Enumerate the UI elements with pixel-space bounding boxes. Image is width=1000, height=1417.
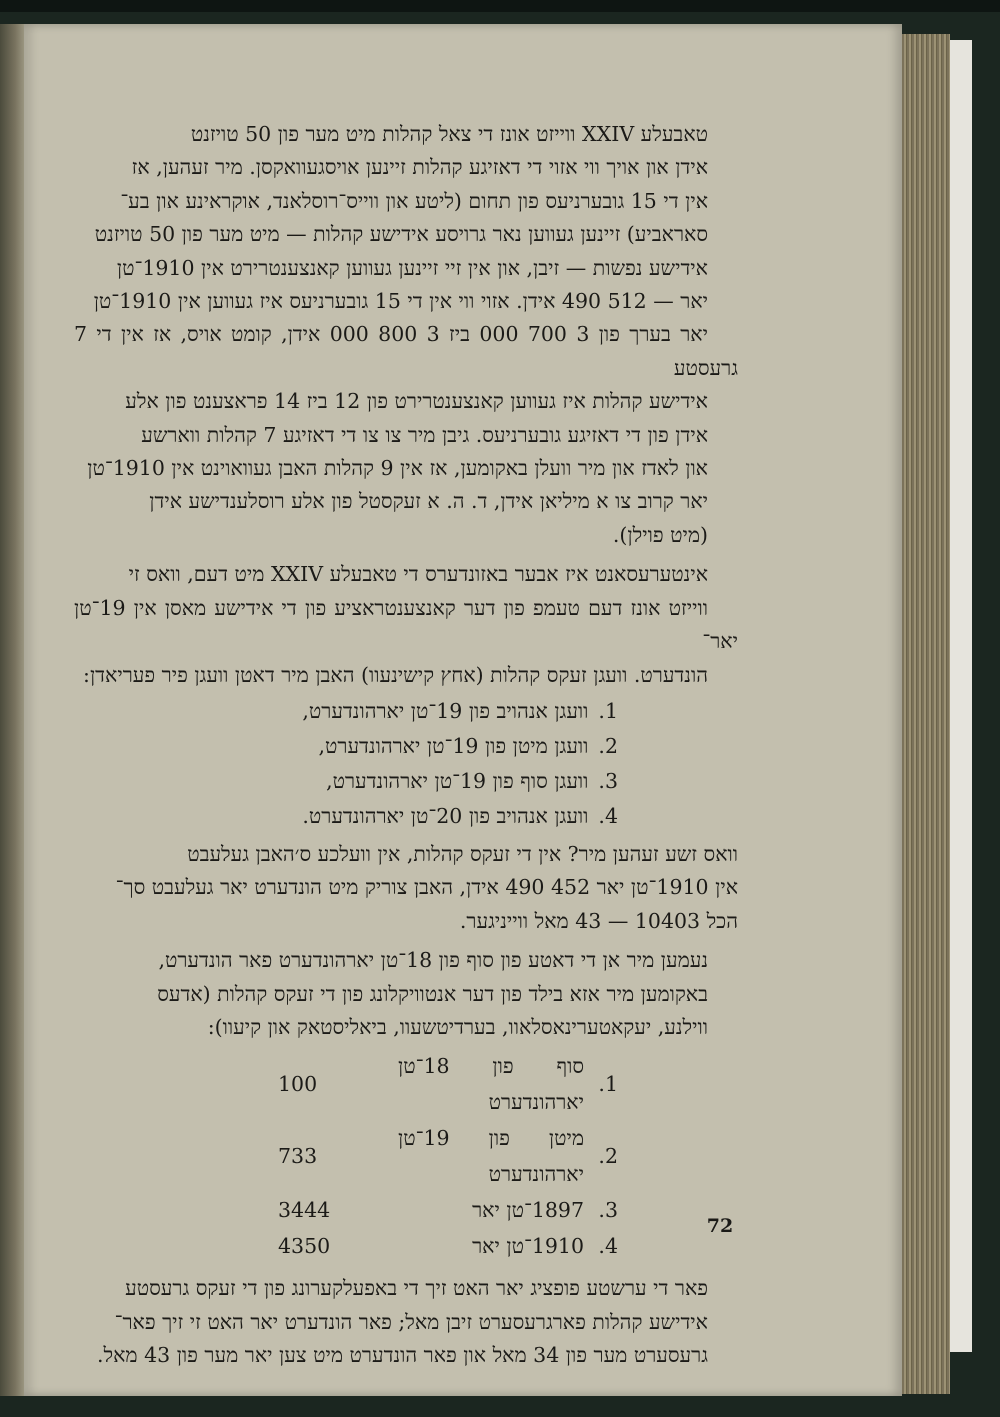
list-item [74, 694, 618, 729]
list-item-number: 4. [598, 803, 618, 828]
list-item-value: 100 [278, 1072, 318, 1097]
right-page-edges [902, 34, 950, 1394]
text-line: נעמען מיר אן די דאטע פון סוף פון 18־טן יארהונדערט פאר הונדערט, [158, 948, 708, 973]
paragraph-3 [74, 838, 738, 938]
list-item [74, 1048, 618, 1120]
paragraph-2 [74, 558, 738, 692]
text-line: ווייזט אונז דעם טעמפ פון דער קאנצענטראציע פון די אידישע מאסן אין 19־טן יאר־ [74, 595, 738, 654]
list-item-number: 2. [598, 1144, 618, 1169]
list-item-label: מיטן פון 19־טן יארהונדערט [398, 1126, 584, 1187]
text-line: אין די 15 גובערניעס פון תחום (ליטע און ווייס־רוסלאנד, אוקראינע און בע־ [120, 188, 708, 213]
left-page-edge [0, 24, 26, 1396]
list-item-number: 1. [598, 1072, 618, 1097]
list-item-text: וועגן סוף פון 19־טן יארהונדערט, [326, 768, 589, 793]
paragraph-5 [74, 1272, 738, 1372]
list-item-value: 3444 [278, 1198, 331, 1223]
page-number: 72 [706, 1215, 734, 1237]
text-line: און לאדז און מיר וועלן באקומען, אז אין 9 קהלות האבן געוואוינט אין 1910־טן [87, 456, 708, 481]
list-item [74, 729, 618, 764]
list-item [74, 1120, 618, 1192]
list-item-label: 1910־טן יאר [472, 1234, 584, 1259]
text-line: יאר בערך פון 3 700 000 ביז 3 800 000 אידן, קומט אויס, אז אין די 7 גרעסטע [74, 322, 738, 380]
text-line: אינטערעסאנט איז אבער באזונדערס די טאבעלע XXIV מיט דעם, וואס זי [128, 562, 708, 587]
list-item-number: 3. [598, 1198, 618, 1223]
page-text [74, 118, 738, 1373]
text-line: יאר — 512 490 אידן. אזוי ווי אין די 15 גובערניעס איז געווען אין 1910־טן [93, 289, 708, 314]
text-line: אידישע נפשות — זיבן, און אין זיי זיינען געווען קאנצענטרירט אין 1910־טן [116, 255, 708, 280]
population-list [74, 1048, 738, 1264]
text-line: אידן און אויך ווי אזוי די דאזיגע קהלות זיינען אויסגעוואקסן. מיר זעהען, אז [131, 155, 708, 180]
list-item-number: 1. [598, 698, 618, 723]
text-line: וואס זשע זעהען מיר? אין די זעקס קהלות, אין וועלכע ס׳האבן געלעבט [187, 841, 738, 866]
text-line: יאר קרוב צו א מיליאן אידן, ד. ה. א זעקסטל פון אלע רוסלענדישע אידן [149, 489, 708, 514]
paragraph-4 [74, 944, 738, 1044]
list-item [74, 764, 618, 799]
text-line: הונדערט. וועגן זעקס קהלות (אחץ קישינעוו) האבן מיר דאטן וועגן פיר פעריאדן: [83, 662, 708, 687]
paragraph-1 [74, 118, 738, 552]
list-item-number: 3. [598, 768, 618, 793]
right-page-margin-strip [950, 40, 972, 1352]
text-line: אין 1910־טן יאר 452 490 אידן, האבן צוריק מיט הונדערט יאר געלעבט סך־ [115, 875, 738, 900]
list-item-number: 4. [598, 1234, 618, 1259]
list-item-value: 733 [278, 1144, 318, 1169]
text-line: גרעסערט מער פון 34 מאל און פאר הונדערט מיט צען יאר מער פון 43 מאל. [97, 1343, 708, 1368]
text-line: באקומען מיר אזא בילד פון דער אנטוויקלונג פון די זעקס קהלות (אדעס [157, 981, 708, 1006]
list-item-text: וועגן מיטן פון 19־טן יארהונדערט, [318, 733, 589, 758]
text-line: הכל 10403 — 43 מאל ווייניגער. [459, 908, 738, 933]
text-line: סאראביע) זיינען געווען נאר גרויסע אידישע קהלות — מיט מער פון 50 טויזנט [94, 222, 708, 247]
text-line: פאר די ערשטע פופציג יאר האט זיך די באפעלקערונג פון די זעקס גרעסטע [125, 1276, 708, 1301]
text-line: ווילנע, יעקאטערינאסלאוו, בערדיטשעוו, ביאליסטאק און קיעוו): [207, 1014, 708, 1039]
list-item [74, 1228, 618, 1264]
list-item-number: 2. [598, 733, 618, 758]
text-line: אידן פון די דאזיגע גובערניעס. גיבן מיר צו צו די דאזיגע 7 קהלות ווארשע [141, 422, 708, 447]
text-line: (מיט פוילן). [612, 522, 708, 547]
list-item-text: וועגן אנהויב פון 20־טן יארהונדערט. [302, 803, 589, 828]
list-item [74, 799, 618, 834]
text-line: אידישע קהלות איז געווען קאנצענטרירט פון 12 ביז 14 פראצענט פון אלע [125, 389, 708, 414]
list-item-value: 4350 [278, 1234, 331, 1259]
list-item-label: סוף פון 18־טן יארהונדערט [398, 1054, 584, 1115]
text-line: אידישע קהלות פארגרעסערט זיבן מאל; פאר הונדערט יאר האט זי זיך פאר־ [114, 1309, 708, 1334]
text-line: טאבעלע XXIV ווייזט אונז די צאל קהלות מיט מער פון 50 טויזנט [190, 122, 708, 146]
list-item [74, 1192, 618, 1228]
periods-list [74, 694, 738, 834]
list-item-text: וועגן אנהויב פון 19־טן יארהונדערט, [302, 698, 589, 723]
list-item-label: 1897־טן יאר [472, 1198, 584, 1223]
